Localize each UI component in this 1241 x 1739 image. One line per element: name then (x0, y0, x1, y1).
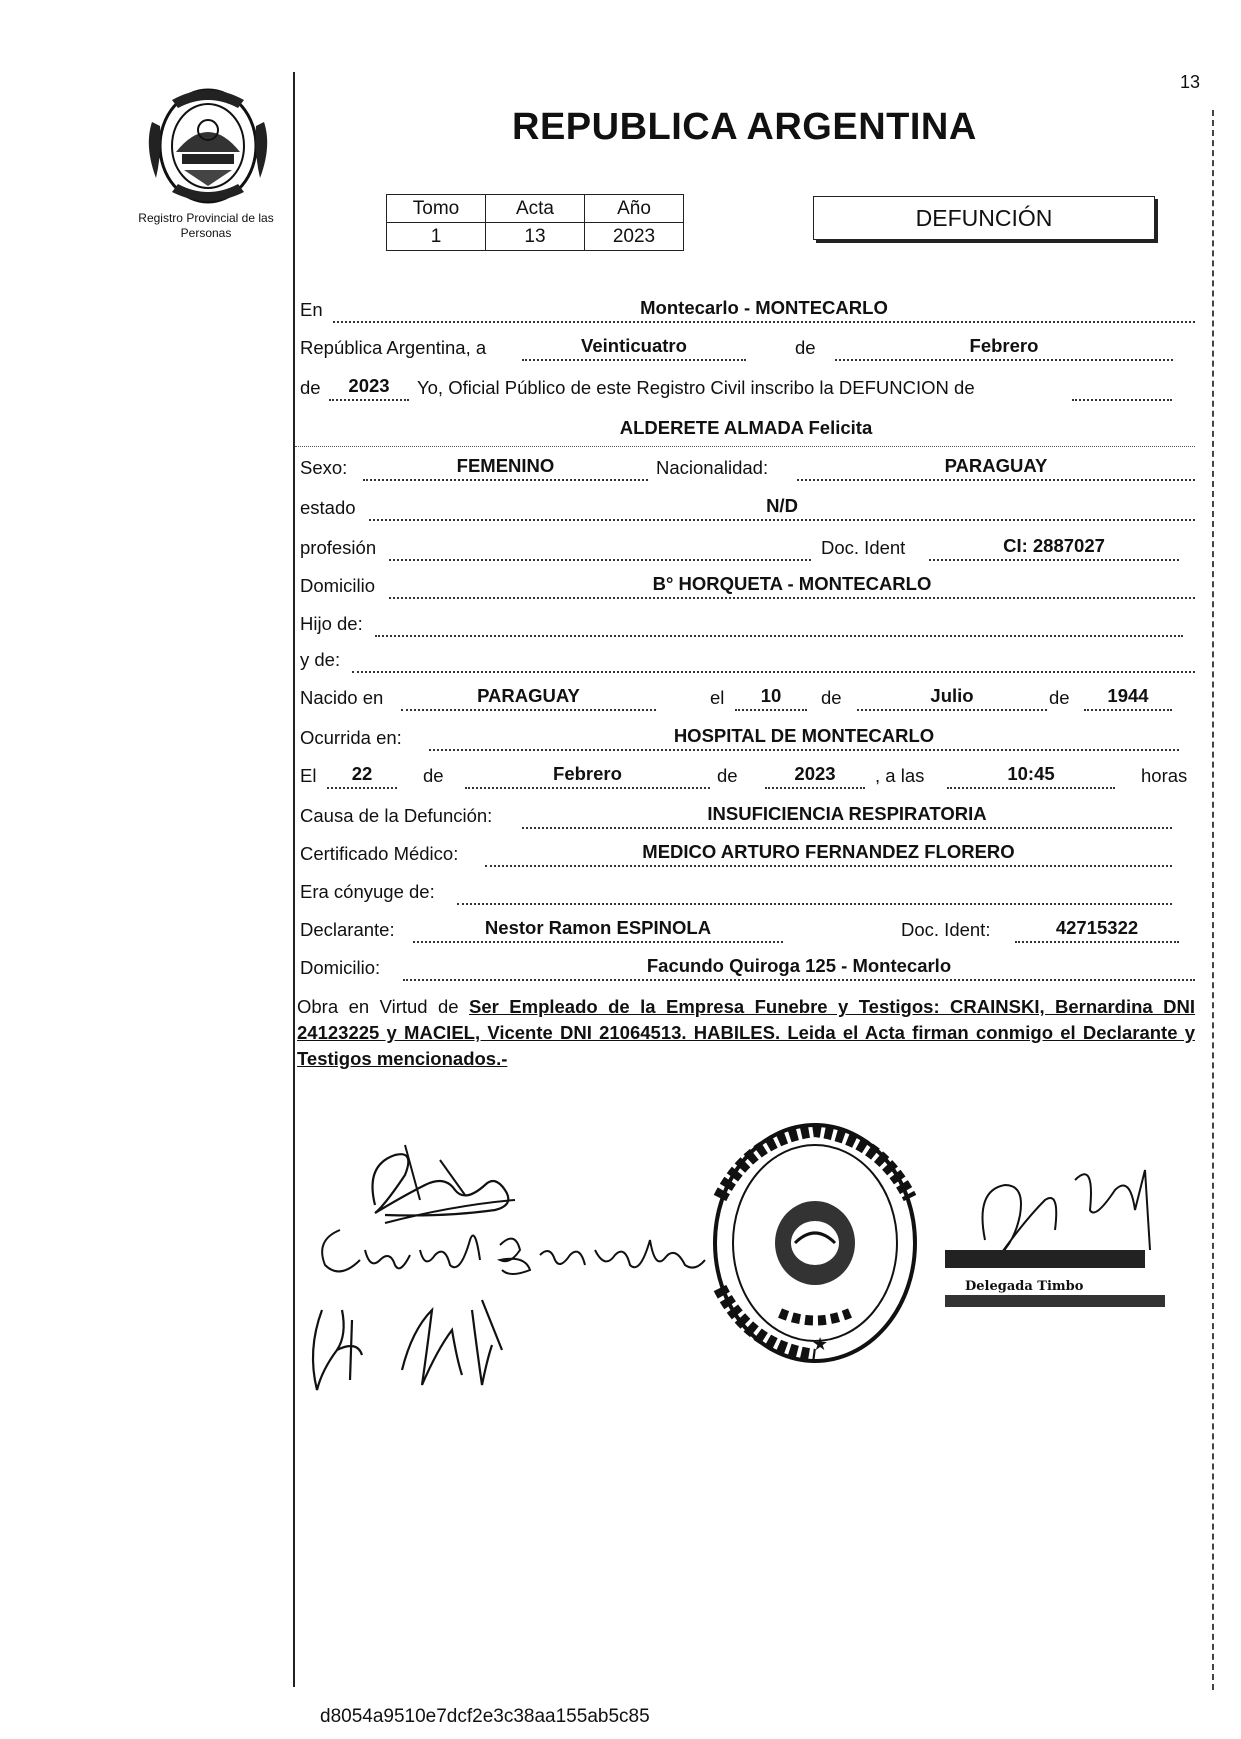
page-number: 13 (1180, 72, 1201, 92)
row-nacido (297, 678, 1195, 715)
value-anio-acta: 2023 (329, 373, 409, 401)
label-de-def: de (423, 765, 444, 786)
document-hash: d8054a9510e7dcf2e3c38aa155ab5c85 (320, 1706, 650, 1727)
acta-value-acta: 13 (486, 223, 585, 251)
value-doc-ident-declarante: 42715322 (1015, 915, 1179, 943)
label-y-de: y de: (300, 649, 341, 670)
label-de-mes: de (821, 687, 842, 708)
value-estado: N/D (369, 493, 1195, 521)
label-conyuge: Era cónyuge de: (300, 881, 435, 902)
label-profesion: profesión (300, 537, 377, 558)
row-profesion (297, 528, 1195, 565)
acta-table (386, 194, 684, 251)
row-fecha-defuncion (297, 756, 1195, 793)
page-title: REPUBLICA ARGENTINA (512, 106, 977, 148)
label-a-las: , a las (875, 765, 925, 786)
label-nacido-en: Nacido en (300, 687, 384, 708)
value-profesion (389, 533, 811, 561)
row-ocurrida (297, 718, 1195, 755)
row-sexo (297, 448, 1195, 485)
value-lugar-nacimiento: PARAGUAY (401, 683, 656, 711)
acta-header-tomo: Tomo (387, 195, 486, 223)
row-anio-acta (297, 368, 1195, 405)
label-el: el (710, 687, 725, 708)
signature-testigo-maciel (292, 1290, 522, 1405)
row-en (297, 290, 1195, 327)
divider (295, 446, 1195, 447)
value-ocurrida: HOSPITAL DE MONTECARLO (429, 723, 1179, 751)
label-certificado: Certificado Médico: (300, 843, 459, 864)
signature-testigo-crainski (310, 1210, 710, 1295)
value-domicilio-declarante: Facundo Quiroga 125 - Montecarlo (403, 953, 1195, 981)
row-hijo-de (297, 604, 1195, 641)
value-certificado: MEDICO ARTURO FERNANDEZ FLORERO (485, 839, 1172, 867)
label-en: En (300, 299, 323, 320)
label-de: de (795, 337, 816, 358)
value-hijo-de (375, 609, 1183, 637)
label-nacionalidad: Nacionalidad: (656, 457, 769, 478)
label-sexo: Sexo: (300, 457, 348, 478)
value-mes-nacimiento: Julio (857, 683, 1047, 711)
value-causa: INSUFICIENCIA RESPIRATORIA (522, 801, 1172, 829)
row-declarante (297, 910, 1195, 947)
left-margin-line (293, 72, 295, 1687)
label-obra: Obra en Virtud de (297, 996, 459, 1017)
svg-text:★: ★ (812, 1334, 829, 1355)
value-declarante: Nestor Ramon ESPINOLA (413, 915, 783, 943)
label-declarante: Declarante: (300, 919, 395, 940)
official-seal (710, 1118, 920, 1368)
row-conyuge (297, 872, 1195, 909)
document-type-box: DEFUNCIÓN (813, 196, 1155, 240)
row-estado (297, 488, 1195, 525)
value-anio-nacimiento: 1944 (1084, 683, 1172, 711)
value-conyuge (457, 877, 1172, 905)
label-horas: horas (1141, 765, 1188, 786)
svg-text:Delegada Timbo: Delegada Timbo (965, 1279, 1084, 1294)
value-anio-defuncion: 2023 (765, 761, 865, 789)
label-causa: Causa de la Defunción: (300, 805, 493, 826)
texto-inscripcion: Yo, Oficial Público de este Registro Civil inscribo la DEFUNCION de (417, 377, 975, 398)
value-dia-nacimiento: 10 (735, 683, 807, 711)
acta-header-anio: Año (585, 195, 684, 223)
value-dia-acta: Veinticuatro (522, 333, 746, 361)
obra-paragraph (297, 994, 1195, 1072)
official-stamp-signature (945, 1160, 1170, 1310)
row-fecha-acta (297, 328, 1195, 365)
value-mes-acta: Febrero (835, 333, 1173, 361)
value-hora-defuncion: 10:45 (947, 761, 1115, 789)
label-de-anio-nac: de (1049, 687, 1070, 708)
row-causa (297, 796, 1195, 833)
value-sexo: FEMENINO (363, 453, 648, 481)
row-domicilio-declarante (297, 948, 1195, 985)
row-certificado (297, 834, 1195, 871)
value-domicilio: B° HORQUETA - MONTECARLO (389, 571, 1195, 599)
row-y-de (297, 640, 1195, 677)
label-doc-ident: Doc. Ident (821, 537, 906, 558)
label-de-anio: de (300, 377, 321, 398)
value-nombre: ALDERETE ALMADA Felicita (619, 417, 873, 438)
value-mes-defuncion: Febrero (465, 761, 710, 789)
coat-of-arms-emblem (142, 82, 274, 210)
label-de-anio-def: de (717, 765, 738, 786)
row-nombre (297, 408, 1195, 445)
value-nacionalidad: PARAGUAY (797, 453, 1195, 481)
label-republica: República Argentina, a (300, 337, 487, 358)
value-en: Montecarlo - MONTECARLO (333, 295, 1195, 323)
value-dia-defuncion: 22 (327, 761, 397, 789)
acta-header-acta: Acta (486, 195, 585, 223)
label-ocurrida: Ocurrida en: (300, 727, 402, 748)
label-hijo-de: Hijo de: (300, 613, 363, 634)
label-domicilio-declarante: Domicilio: (300, 957, 381, 978)
value-blank-inscripcion (1072, 373, 1172, 401)
right-margin-line (1212, 110, 1214, 1690)
acta-value-tomo: 1 (387, 223, 486, 251)
acta-value-anio: 2023 (585, 223, 684, 251)
label-domicilio: Domicilio (300, 575, 376, 596)
label-estado: estado (300, 497, 356, 518)
value-doc-ident: CI: 2887027 (929, 533, 1179, 561)
registry-label: Registro Provincial de las Personas (138, 211, 274, 240)
value-y-de (352, 645, 1195, 673)
label-el-defuncion: El (300, 765, 317, 786)
value-obra: Ser Empleado de la Empresa Funebre y Testigos: CRAINSKI, Bernardina DNI 24123225 y MACIEL, Vicente DNI 21064513. HABILES. Leida el Acta firman conmigo el Declarante y Testigos mencionados.- (297, 996, 1195, 1069)
label-doc-ident-declarante: Doc. Ident: (901, 919, 991, 940)
row-domicilio (297, 566, 1195, 603)
